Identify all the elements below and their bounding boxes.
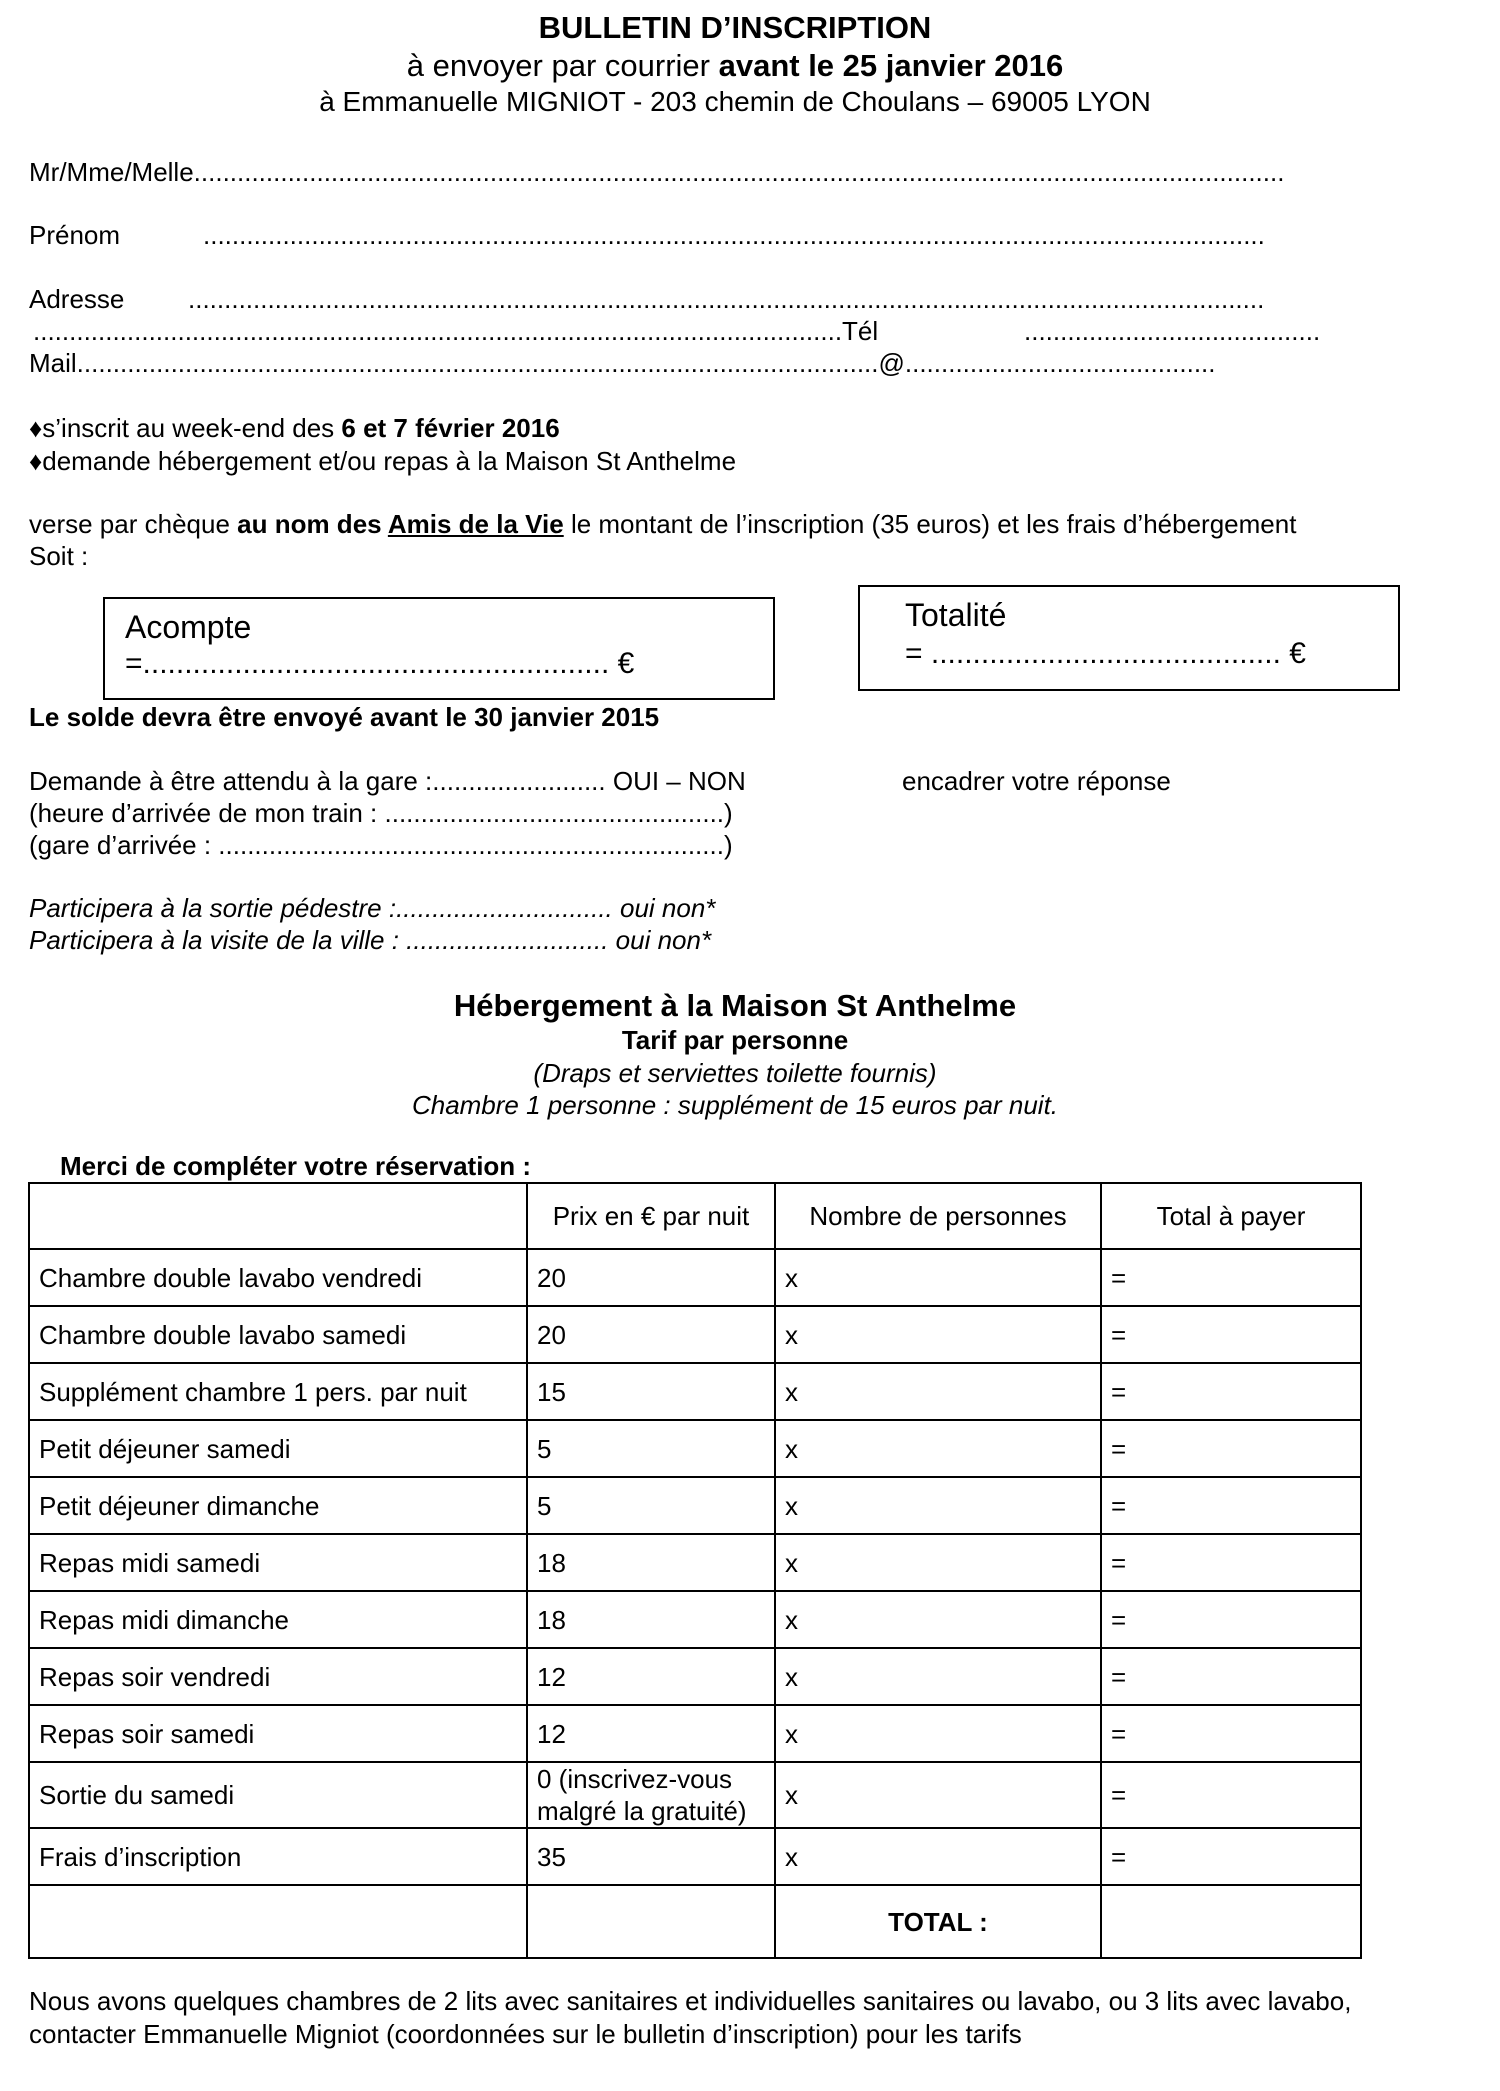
total-row bbox=[29, 1885, 1361, 1958]
tarif-subtitle: Tarif par personne bbox=[621, 1025, 849, 1055]
column-header-item bbox=[29, 1183, 527, 1249]
row-prix: 18 bbox=[527, 1534, 775, 1591]
column-header-prix: Prix en € par nuit bbox=[527, 1183, 775, 1249]
page-title: BULLETIN D’INSCRIPTION bbox=[538, 10, 932, 45]
row-total-input[interactable]: = bbox=[1101, 1249, 1361, 1306]
solde-notice: Le solde devra être envoyé avant le 30 janvier 2015 bbox=[29, 702, 660, 732]
row-item-label: Repas soir samedi bbox=[29, 1705, 527, 1762]
table-header-row bbox=[29, 1183, 1361, 1249]
inscription-dates: 6 et 7 février 2016 bbox=[341, 413, 560, 443]
visite-ville[interactable]: Participera à la visite de la ville : ............................ oui non* bbox=[29, 925, 712, 955]
heure-arrivee-field[interactable]: (heure d’arrivée de mon train : ...............................................) bbox=[29, 798, 733, 828]
address: à Emmanuelle MIGNIOT - 203 chemin de Choulans – 69005 LYON bbox=[319, 86, 1151, 117]
row-item-label: Repas midi samedi bbox=[29, 1534, 527, 1591]
inscription-hebergement: ♦demande hébergement et/ou repas à la Maison St Anthelme bbox=[29, 446, 737, 476]
row-prix: 12 bbox=[527, 1648, 775, 1705]
row-prix: 12 bbox=[527, 1705, 775, 1762]
row-total-input[interactable]: = bbox=[1101, 1828, 1361, 1885]
footer-note bbox=[29, 1985, 1351, 2051]
prenom-field[interactable]: ................................................................................................................................................... bbox=[203, 220, 1265, 250]
acompte-label: Acompte bbox=[125, 609, 252, 645]
column-header-total: Total à payer bbox=[1101, 1183, 1361, 1249]
encadrer-note: encadrer votre réponse bbox=[902, 766, 1171, 796]
acompte-value: =........................................................ € bbox=[125, 647, 635, 680]
totalite-value: = .......................................... € bbox=[905, 637, 1306, 670]
row-prix: 20 bbox=[527, 1249, 775, 1306]
row-total-input[interactable]: = bbox=[1101, 1591, 1361, 1648]
totalite-box[interactable] bbox=[858, 585, 1400, 691]
row-item-label: Sortie du samedi bbox=[29, 1762, 527, 1828]
table-row bbox=[29, 1648, 1361, 1705]
sortie-pedestre[interactable]: Participera à la sortie pédestre :.............................. oui non* bbox=[29, 893, 716, 923]
payment-part4: le montant de l’inscription (35 euros) et les frais d’hébergement bbox=[563, 509, 1297, 539]
row-nombre-input[interactable]: x bbox=[775, 1477, 1101, 1534]
table-row bbox=[29, 1249, 1361, 1306]
acompte-box[interactable] bbox=[103, 597, 775, 700]
adresse-label: Adresse bbox=[29, 284, 125, 314]
draps-note: (Draps et serviettes toilette fournis) bbox=[533, 1058, 937, 1088]
row-prix: 0 (inscrivez-vous malgré la gratuité) bbox=[527, 1762, 775, 1828]
table-row bbox=[29, 1762, 1361, 1828]
row-prix: 15 bbox=[527, 1363, 775, 1420]
total-row-empty bbox=[29, 1885, 527, 1958]
adresse-line2-field[interactable]: ................................................................................................................Tél bbox=[33, 316, 879, 346]
row-prix: 35 bbox=[527, 1828, 775, 1885]
row-item-label: Petit déjeuner samedi bbox=[29, 1420, 527, 1477]
gare-question[interactable]: Demande à être attendu à la gare :........................ OUI – NON bbox=[29, 766, 746, 796]
row-prix: 18 bbox=[527, 1591, 775, 1648]
row-total-input[interactable]: = bbox=[1101, 1762, 1361, 1828]
row-nombre-input[interactable]: x bbox=[775, 1705, 1101, 1762]
row-nombre-input[interactable]: x bbox=[775, 1420, 1101, 1477]
prenom-label: Prénom bbox=[29, 220, 121, 250]
payment-beneficiary: Amis de la Vie bbox=[387, 509, 564, 539]
row-nombre-input[interactable]: x bbox=[775, 1534, 1101, 1591]
tel-field[interactable]: ......................................... bbox=[1024, 316, 1321, 346]
row-item-label: Petit déjeuner dimanche bbox=[29, 1477, 527, 1534]
total-label: TOTAL : bbox=[775, 1885, 1101, 1958]
payment-text bbox=[29, 509, 1296, 540]
row-item-label: Frais d’inscription bbox=[29, 1828, 527, 1885]
row-nombre-input[interactable]: x bbox=[775, 1363, 1101, 1420]
subtitle bbox=[0, 48, 1470, 84]
reservation-heading: Merci de compléter votre réservation : bbox=[60, 1151, 532, 1181]
row-item-label: Chambre double lavabo samedi bbox=[29, 1306, 527, 1363]
table-row bbox=[29, 1420, 1361, 1477]
row-total-input[interactable]: = bbox=[1101, 1534, 1361, 1591]
payment-soit: Soit : bbox=[29, 541, 89, 571]
row-nombre-input[interactable]: x bbox=[775, 1762, 1101, 1828]
footer-line-1: Nous avons quelques chambres de 2 lits avec sanitaires et individuelles sanitaires ou lavabo, ou 3 lits avec lavabo, bbox=[29, 1986, 1352, 2016]
table-row bbox=[29, 1363, 1361, 1420]
table-row bbox=[29, 1306, 1361, 1363]
total-row-empty bbox=[527, 1885, 775, 1958]
inscription-weekend-text: ♦s’inscrit au week-end des bbox=[29, 413, 342, 443]
row-total-input[interactable]: = bbox=[1101, 1648, 1361, 1705]
row-prix: 5 bbox=[527, 1420, 775, 1477]
row-total-input[interactable]: = bbox=[1101, 1477, 1361, 1534]
subtitle-plain: à envoyer par courrier bbox=[406, 48, 719, 83]
subtitle-deadline: avant le 25 janvier 2016 bbox=[718, 48, 1064, 83]
table-row bbox=[29, 1828, 1361, 1885]
row-nombre-input[interactable]: x bbox=[775, 1249, 1101, 1306]
row-item-label: Chambre double lavabo vendredi bbox=[29, 1249, 527, 1306]
row-nombre-input[interactable]: x bbox=[775, 1591, 1101, 1648]
reservation-table bbox=[28, 1182, 1362, 1959]
row-prix: 5 bbox=[527, 1477, 775, 1534]
row-item-label: Supplément chambre 1 pers. par nuit bbox=[29, 1363, 527, 1420]
table-row bbox=[29, 1591, 1361, 1648]
mail-field[interactable]: Mail...............................................................................................................@........................................... bbox=[29, 348, 1216, 378]
row-nombre-input[interactable]: x bbox=[775, 1648, 1101, 1705]
row-total-input[interactable]: = bbox=[1101, 1306, 1361, 1363]
payment-part2: au nom des bbox=[237, 509, 388, 539]
row-total-input[interactable]: = bbox=[1101, 1363, 1361, 1420]
civilite-field[interactable]: Mr/Mme/Melle....................................................................................................................................................... bbox=[29, 157, 1285, 187]
table-row bbox=[29, 1534, 1361, 1591]
row-total-input[interactable]: = bbox=[1101, 1705, 1361, 1762]
gare-arrivee-field[interactable]: (gare d’arrivée : ......................................................................) bbox=[29, 830, 733, 860]
row-nombre-input[interactable]: x bbox=[775, 1828, 1101, 1885]
row-nombre-input[interactable]: x bbox=[775, 1306, 1101, 1363]
row-item-label: Repas midi dimanche bbox=[29, 1591, 527, 1648]
row-prix: 20 bbox=[527, 1306, 775, 1363]
chambre-note: Chambre 1 personne : supplément de 15 euros par nuit. bbox=[411, 1090, 1059, 1120]
adresse-field[interactable]: ..................................................................................................................................................... bbox=[188, 284, 1265, 314]
hebergement-title: Hébergement à la Maison St Anthelme bbox=[453, 988, 1017, 1023]
table-row bbox=[29, 1705, 1361, 1762]
table-row bbox=[29, 1477, 1361, 1534]
payment-part1: verse par chèque bbox=[29, 509, 238, 539]
footer-line-2: contacter Emmanuelle Migniot (coordonnées sur le bulletin d’inscription) pour les tarifs bbox=[29, 2019, 1022, 2049]
row-total-input[interactable]: = bbox=[1101, 1420, 1361, 1477]
totalite-label: Totalité bbox=[905, 597, 1007, 633]
inscription-weekend bbox=[29, 413, 560, 444]
grand-total-input[interactable] bbox=[1101, 1885, 1361, 1958]
row-item-label: Repas soir vendredi bbox=[29, 1648, 527, 1705]
column-header-nombre: Nombre de personnes bbox=[775, 1183, 1101, 1249]
